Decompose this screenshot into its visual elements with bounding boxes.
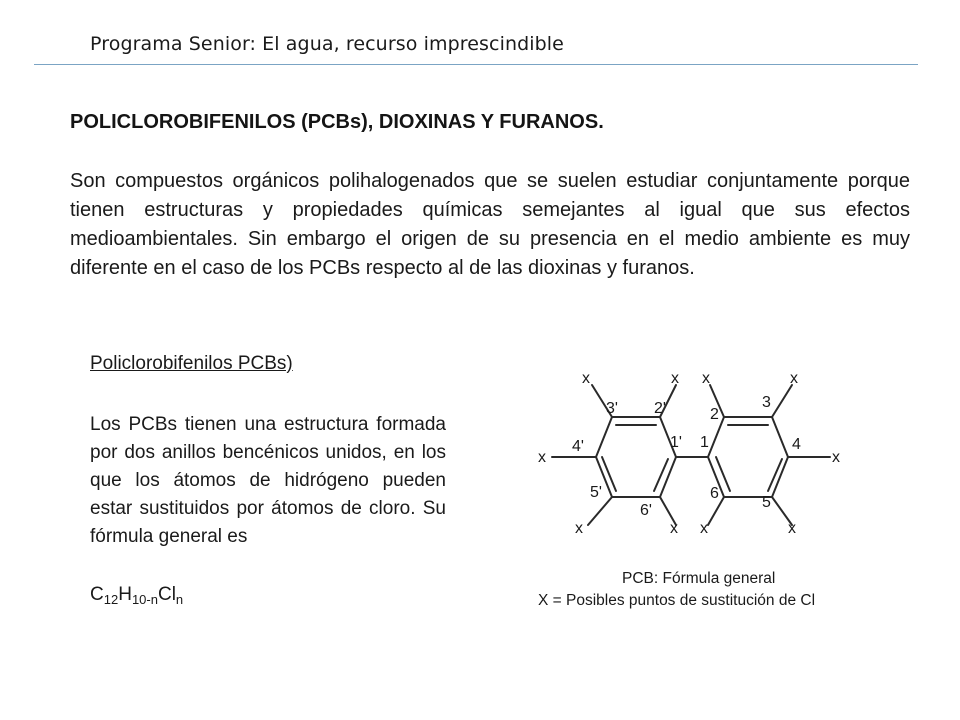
pcb-structure-figure (530, 355, 860, 615)
formula-hydrogen-count: 10-n (131, 592, 158, 607)
ring-position-label: 5 (762, 494, 771, 511)
substituent-label: x (702, 370, 710, 387)
substituent-label: x (790, 370, 798, 387)
substituent-label: x (832, 449, 840, 466)
left-benzene-ring (596, 417, 676, 497)
pcb-subheading: Policlorobifenilos PCBs) (90, 353, 293, 374)
pcb-description: Los PCBs tienen una estructura formada por dos anillos bencénicos unidos, en los que los átomos de hidrógeno pueden estar sustituidos por átomos de cloro. Su fórmula general es (90, 414, 446, 547)
ring-position-label: 2 (710, 406, 719, 423)
pcb-general-formula (90, 581, 183, 614)
substituent-bond (588, 497, 612, 525)
formula-hydrogen: H (118, 584, 132, 605)
substituent-label: x (671, 370, 679, 387)
page-header-title: Programa Senior: El agua, recurso imprescindible (90, 33, 564, 55)
formula-chlorine: Cl (157, 584, 176, 605)
ring-position-label: 4 (792, 436, 801, 453)
ring-position-label: 3' (606, 400, 618, 417)
substituent-bond (772, 385, 792, 417)
formula-carbon-count: 12 (103, 592, 119, 607)
header-divider (34, 64, 918, 65)
ring-position-label: 4' (572, 438, 584, 455)
substituent-label: x (788, 520, 796, 537)
ring-position-label: 6 (710, 485, 719, 502)
figure-caption-title: PCB: Fórmula general (622, 570, 776, 587)
ring-position-label: 6' (640, 502, 652, 519)
formula-chlorine-count: n (175, 592, 184, 607)
figure-caption-note: X = Posibles puntos de sustitución de Cl (538, 592, 816, 609)
section-heading: POLICLOROBIFENILOS (PCBs), DIOXINAS Y FURANOS. (70, 111, 604, 133)
right-benzene-ring (708, 417, 788, 497)
ring-position-label: 1' (670, 434, 682, 451)
substituent-label: x (670, 520, 678, 537)
ring-position-label: 1 (700, 434, 709, 451)
ring-position-label: 3 (762, 394, 771, 411)
left-ring-double-bond (654, 459, 668, 491)
pcb-structure-diagram (530, 355, 860, 615)
formula-carbon: C (90, 584, 104, 605)
ring-position-label: 2' (654, 400, 666, 417)
intro-paragraph: Son compuestos orgánicos polihalogenados que se suelen estudiar conjuntamente porque tienen estructuras y propiedades químicas semejantes al igual que sus efectos medioambientales. Sin embargo el origen de su presencia en el medio ambiente es muy diferente en el caso de los PCBs respecto al de las dioxinas y furanos. (70, 170, 910, 279)
substituent-label: x (538, 449, 546, 466)
left-ring-double-bond (602, 457, 616, 491)
ring-position-label: 5' (590, 484, 602, 501)
substituent-label: x (575, 520, 583, 537)
substituent-label: x (700, 520, 708, 537)
substituent-label: x (582, 370, 590, 387)
